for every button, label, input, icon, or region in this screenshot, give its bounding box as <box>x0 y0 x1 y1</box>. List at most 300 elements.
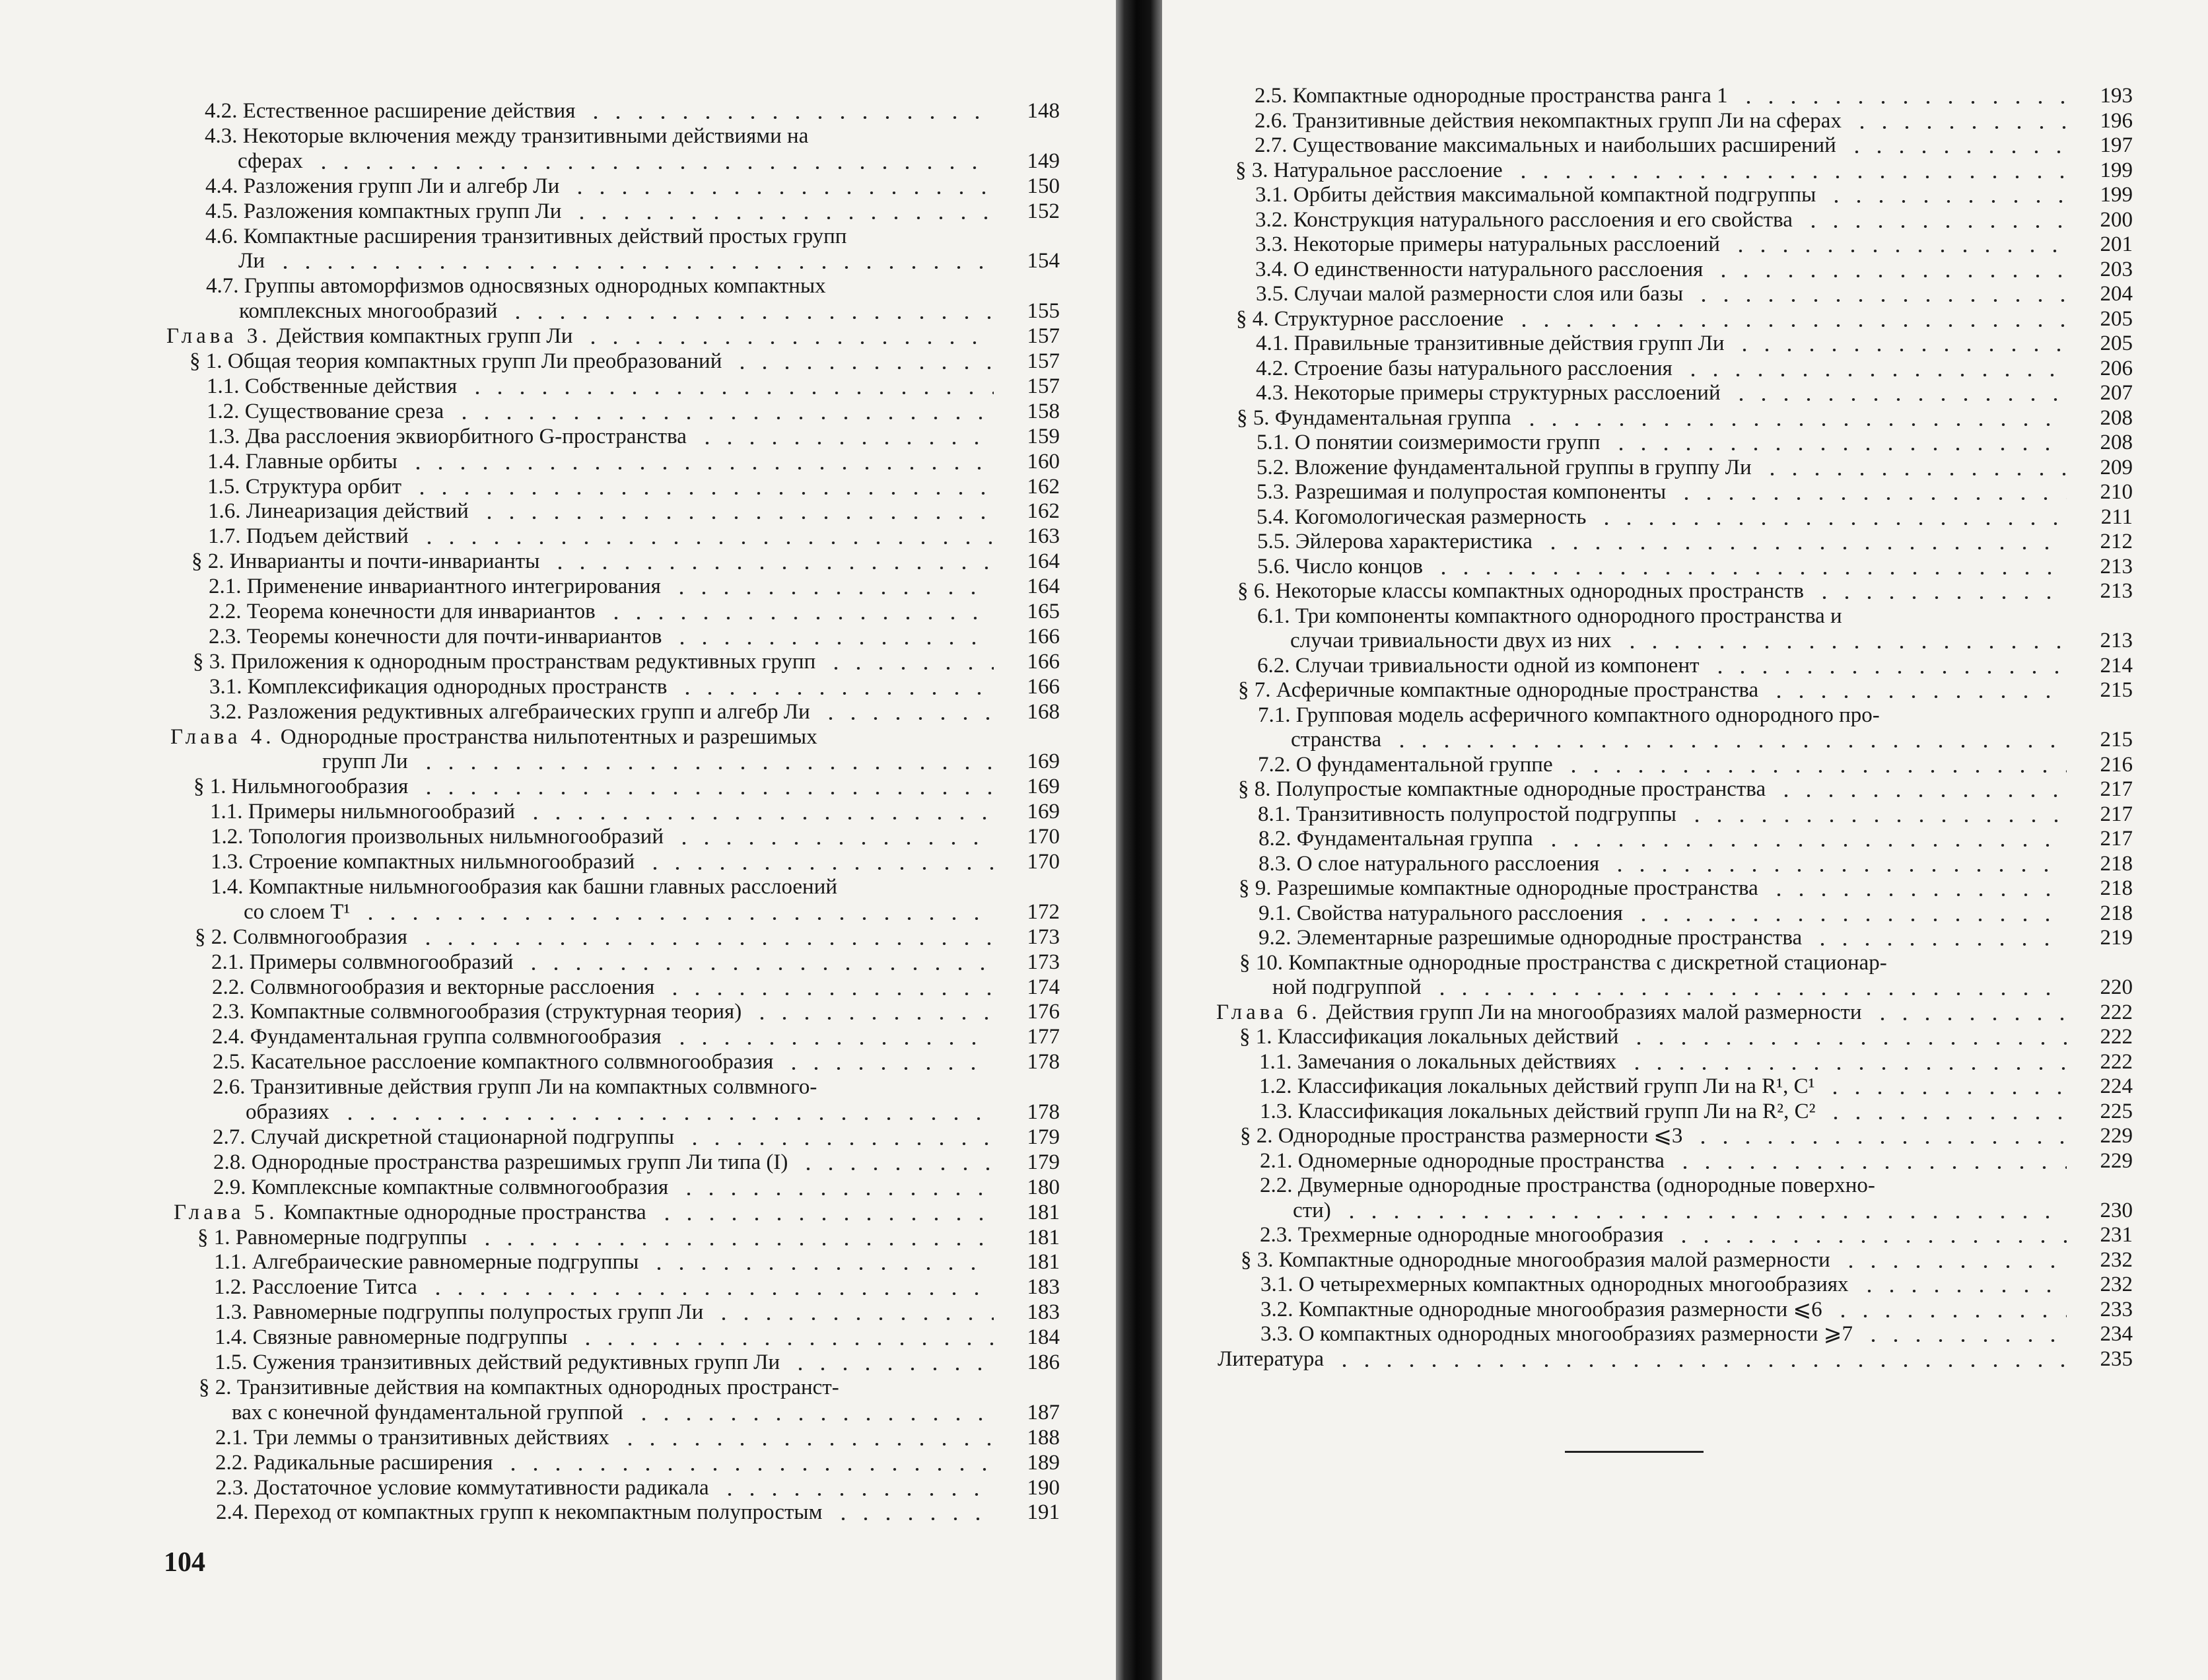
toc-entry-title: Некоторые включения между транзитивными действиями на <box>242 123 809 148</box>
toc-entry <box>197 1226 467 1250</box>
toc-entry-title: Компактные однородные пространства ранга 1 <box>1292 84 1728 108</box>
toc-entry-page: 157 <box>1027 324 1060 349</box>
toc-entry-number: 1.3. <box>1260 1099 1293 1123</box>
toc-entry <box>211 850 635 874</box>
toc-entry-number: 1.5. <box>215 1350 248 1374</box>
toc-entry-number: Глава 3. <box>166 324 271 349</box>
toc-entry-number: 1.1. <box>1259 1049 1292 1074</box>
toc-entry <box>205 225 846 249</box>
toc-entry-title: Некоторые примеры структурных расслоений <box>1294 381 1721 405</box>
toc-entry <box>212 1025 662 1049</box>
leader-dots <box>1340 1216 2067 1218</box>
leader-dots <box>417 942 994 945</box>
leader-dots <box>1768 893 2067 896</box>
leader-dots <box>1333 1364 2067 1367</box>
toc-entry-page: 199 <box>2100 183 2133 207</box>
toc-entry <box>216 1476 709 1500</box>
toc-entry-title: Комплексификация однородных пространств <box>247 674 668 699</box>
toc-entry <box>1260 1273 1849 1297</box>
toc-entry-number: 2.8. <box>213 1150 246 1174</box>
toc-entry-number: 2.1. <box>211 950 244 974</box>
toc-entry-number: 3.2. <box>1255 207 1288 232</box>
toc-entry-page: 152 <box>1027 199 1060 223</box>
leader-dots <box>789 1368 994 1370</box>
toc-entry-page: 232 <box>2100 1273 2133 1296</box>
leader-dots <box>633 1418 994 1420</box>
toc-entry-page: 164 <box>1027 549 1060 574</box>
toc-entry-page: 206 <box>2100 356 2133 380</box>
leader-dots <box>1595 522 2067 525</box>
toc-entry-title: Касательное расслоение компактного солвмногообразия <box>250 1050 774 1074</box>
toc-entry-title: Случаи тривиальности одной из компонент <box>1295 653 1700 678</box>
toc-entry-number: 4.1. <box>1256 332 1289 355</box>
toc-entry-title: Фундаментальная группа <box>1274 405 1511 430</box>
toc-entry <box>1238 678 1758 703</box>
toc-entry-title: Когомологическая размерность <box>1294 505 1587 529</box>
toc-entry <box>1260 1322 1853 1347</box>
toc-entry-page: 213 <box>2100 554 2133 578</box>
toc-entry <box>205 174 559 199</box>
toc-entry-number: 1.4. <box>207 449 240 473</box>
toc-entry <box>1257 555 1423 579</box>
toc-entry-title: Одномерные однородные пространства <box>1297 1148 1665 1173</box>
toc-entry-number: 2.2. <box>215 1450 248 1475</box>
toc-entry-title: О единственности натурального расслоения <box>1293 257 1704 281</box>
toc-entry-page: 162 <box>1027 499 1060 524</box>
toc-entry-page: 231 <box>2100 1223 2133 1247</box>
leader-dots <box>1862 1339 2067 1342</box>
toc-entry-title: О понятии соизмеримости групп <box>1294 431 1601 454</box>
toc-entry-title: Алгебраические равномерные подгруппы <box>252 1250 639 1275</box>
toc-entry-page: 165 <box>1027 600 1060 623</box>
toc-entry-page: 211 <box>2100 505 2133 529</box>
toc-entry-number: 2.4. <box>216 1500 249 1525</box>
toc-entry-page: 207 <box>2100 381 2133 405</box>
toc-entry-page: 217 <box>2100 827 2133 851</box>
toc-entry-page: 169 <box>1027 800 1060 824</box>
toc-entry-title: Фундаментальная группа солвмногообразия <box>250 1025 662 1049</box>
toc-entry-title: Замечания о локальных действиях <box>1297 1049 1617 1074</box>
toc-entry <box>195 925 407 950</box>
toc-entry <box>1260 1298 1822 1322</box>
toc-entry-page: 197 <box>2100 133 2133 157</box>
toc-entry-number: § 3. <box>1235 158 1268 182</box>
toc-entry <box>1218 1347 1324 1372</box>
toc-entry <box>212 1000 742 1024</box>
toc-entry-title: Эйлерова характеристика <box>1295 530 1533 553</box>
toc-entry <box>209 675 667 699</box>
leader-dots <box>819 717 994 720</box>
toc-entry-title: Однородные пространства размерности ⩽3 <box>1278 1124 1683 1148</box>
leader-dots <box>1824 1117 2067 1119</box>
toc-entry-page: 176 <box>1027 1000 1060 1024</box>
toc-entry-page: 150 <box>1027 174 1060 198</box>
toc-entry <box>213 1050 773 1074</box>
toc-entry-page: 166 <box>1027 649 1060 674</box>
toc-entry-continuation: образиях <box>246 1100 329 1124</box>
toc-entry <box>1257 530 1533 554</box>
toc-entry-page: 164 <box>1027 575 1060 599</box>
toc-entry-title: Теоремы конечности для почти-инвариантов <box>246 624 662 648</box>
toc-entry <box>1239 1025 1618 1049</box>
toc-entry-page: 208 <box>2100 405 2133 430</box>
toc-entry-title: Вложение фундаментальной группы в группу Ли <box>1294 455 1752 479</box>
leader-dots <box>696 442 994 444</box>
leader-dots <box>718 1493 994 1496</box>
toc-entry-title: Строение компактных нильмногообразий <box>248 850 635 874</box>
toc-entry <box>207 400 444 424</box>
toc-entry-number: 4.2. <box>205 99 238 123</box>
leader-dots <box>524 817 994 820</box>
leader-dots <box>274 266 994 269</box>
leader-dots <box>1682 374 2067 376</box>
toc-entry <box>211 875 837 899</box>
toc-entry-page: 205 <box>2100 306 2133 331</box>
leader-dots <box>1846 151 2067 153</box>
toc-entry-page: 203 <box>2100 257 2133 281</box>
toc-entry <box>215 1426 609 1450</box>
leader-dots <box>1391 745 2067 748</box>
leader-dots <box>1674 1166 2067 1169</box>
toc-entry-page: 178 <box>1027 1100 1060 1124</box>
toc-entry-number: 7.2. <box>1258 752 1291 777</box>
toc-entry-page: 178 <box>1027 1050 1060 1074</box>
toc-entry-page: 183 <box>1027 1300 1060 1325</box>
toc-entry <box>1259 827 1533 851</box>
toc-entry-page: 186 <box>1027 1350 1060 1374</box>
toc-entry-number: 2.6. <box>1255 108 1288 133</box>
leader-dots <box>1709 671 2067 674</box>
leader-dots <box>359 917 994 920</box>
toc-entry-title: Транзитивные действия групп Ли на компактных солвмного- <box>250 1075 817 1100</box>
toc-entry <box>1260 1223 1663 1247</box>
toc-entry-continuation: вах с конечной фундаментальной группой <box>232 1400 623 1424</box>
toc-entry <box>190 349 722 374</box>
toc-entry <box>170 725 817 750</box>
toc-entry-number: 3.3. <box>1260 1322 1294 1346</box>
toc-entry-page: 200 <box>2100 207 2133 232</box>
toc-entry <box>1237 579 1804 604</box>
toc-entry-page: 222 <box>2100 1025 2133 1049</box>
toc-entry <box>1257 654 1700 678</box>
leader-dots <box>522 967 994 970</box>
toc-entry-number: 2.6. <box>213 1075 246 1100</box>
toc-entry-page: 166 <box>1027 624 1060 648</box>
toc-entry <box>1257 505 1586 530</box>
toc-entry-title: Классификация локальных действий групп Ли на R¹, C¹ <box>1297 1074 1815 1098</box>
leader-dots <box>797 1168 994 1170</box>
toc-entry-title: Трехмерные однородные многообразия <box>1297 1223 1664 1247</box>
toc-entry-page: 229 <box>2100 1148 2133 1173</box>
toc-entry <box>214 1275 417 1300</box>
toc-entry-title: Компактные однородные многообразия малой размерности <box>1278 1247 1830 1272</box>
toc-entry-number: 8.2. <box>1259 827 1292 851</box>
toc-entry-page: 220 <box>2100 975 2133 999</box>
toc-entry <box>1239 876 1758 901</box>
leader-dots <box>411 492 994 495</box>
toc-entry-continuation: групп Ли <box>322 750 408 774</box>
toc-entry <box>208 499 469 524</box>
toc-entry <box>1259 926 1802 950</box>
toc-entry-title: Транзитивные действия на компактных однородных пространст- <box>236 1375 839 1399</box>
toc-entry-page: 210 <box>2100 480 2133 504</box>
toc-entry-number: 7.1. <box>1258 703 1291 727</box>
toc-entry-number: § 3. <box>193 649 226 674</box>
toc-entry-page: 159 <box>1027 424 1060 448</box>
toc-entry-title: Компактные однородные многообразия размерности ⩽6 <box>1298 1297 1822 1321</box>
leader-dots <box>825 667 994 670</box>
toc-entry-title: Компактные солвмногообразия (структурная теория) <box>250 1000 742 1024</box>
toc-entry-number: 4.3. <box>1256 381 1289 405</box>
toc-entry-title: Солвмногообразия <box>232 925 407 949</box>
leader-dots <box>1729 250 2067 252</box>
toc-entry <box>1255 133 1836 158</box>
toc-entry <box>215 1325 567 1350</box>
toc-right <box>1162 0 2208 1680</box>
toc-entry-page: 188 <box>1027 1425 1060 1450</box>
toc-entry-page: 229 <box>2100 1124 2133 1148</box>
leader-dots <box>712 1317 994 1320</box>
leader-dots <box>339 1117 994 1120</box>
leader-dots <box>570 217 994 219</box>
leader-dots <box>656 1218 994 1220</box>
toc-entry <box>1238 777 1766 802</box>
toc-entry-page: 217 <box>2100 802 2133 826</box>
toc-entry-number: 9.1. <box>1259 901 1292 925</box>
toc-entry-title: Транзитивные действия некомпактных групп Ли на сферах <box>1292 108 1842 133</box>
toc-entry-page: 235 <box>2100 1347 2133 1371</box>
toc-entry-number: § 2. <box>1240 1124 1273 1148</box>
toc-entry <box>207 374 457 399</box>
toc-entry <box>1259 1074 1814 1099</box>
leader-dots <box>312 166 994 169</box>
toc-entry-number: 6.2. <box>1257 653 1290 678</box>
toc-entry-page: 170 <box>1027 825 1060 849</box>
toc-entry-title: Некоторые классы компактных однородных пространств <box>1275 579 1804 603</box>
toc-entry-title: Разложения компактных групп Ли <box>243 199 562 223</box>
toc-entry-number: 1.6. <box>208 499 241 524</box>
toc-entry-number: 1.4. <box>211 874 244 899</box>
toc-entry-title: Разрешимые компактные однородные пространства <box>1276 876 1758 900</box>
toc-entry-number: 4.6. <box>205 224 238 248</box>
toc-entry-number: 9.2. <box>1259 926 1292 950</box>
toc-entry-number: 2.7. <box>1255 133 1288 157</box>
toc-entry-continuation: сферах <box>238 149 303 173</box>
toc-entry <box>211 825 664 849</box>
toc-entry-title: Компактные расширения транзитивных действий простых групп <box>243 224 847 248</box>
toc-entry <box>214 1250 638 1275</box>
toc-entry <box>1255 183 1816 207</box>
toc-entry-title: Классификация локальных действий групп Ли на R², C² <box>1297 1099 1816 1123</box>
toc-entry-number: § 10. <box>1239 950 1283 975</box>
toc-entry-number: 2.7. <box>213 1125 246 1149</box>
toc-entry-number: § 6. <box>1237 579 1270 603</box>
toc-entry-page: 230 <box>2100 1198 2133 1222</box>
toc-entry-title: Некоторые примеры натуральных расслоений <box>1293 232 1720 256</box>
toc-entry-title: Орбиты действия максимальной компактной подгруппы <box>1293 183 1816 207</box>
toc-entry-page: 218 <box>2100 851 2133 876</box>
toc-entry-page: 225 <box>2100 1099 2133 1123</box>
toc-entry-number: 5.5. <box>1257 530 1290 553</box>
toc-entry-number: 1.3. <box>211 850 244 874</box>
toc-entry-number: § 2. <box>195 925 228 949</box>
leader-dots <box>417 792 994 794</box>
toc-entry-number: 3.4. <box>1255 257 1288 281</box>
toc-entry-number: 5.4. <box>1257 505 1290 529</box>
toc-entry-number: 3.3. <box>1255 232 1288 256</box>
toc-entry-title: Случаи малой размерности слоя или базы <box>1294 282 1684 306</box>
toc-entry-number: 2.9. <box>213 1175 246 1199</box>
toc-entry <box>1239 951 1887 975</box>
leader-dots <box>549 567 994 569</box>
toc-entry <box>193 650 815 674</box>
leader-dots <box>1832 1315 2067 1317</box>
toc-entry-page: 217 <box>2100 777 2133 801</box>
toc-entry <box>213 1075 817 1100</box>
toc-entry <box>213 1125 674 1150</box>
toc-entry-title: Конструкция натурального расслоения и его свойства <box>1293 207 1793 232</box>
toc-entry-number: § 7. <box>1238 678 1271 702</box>
leader-dots <box>502 1468 994 1471</box>
toc-entry-page: 169 <box>1027 775 1060 799</box>
toc-entry-page: 214 <box>2100 653 2133 678</box>
toc-entry-page: 181 <box>1027 1200 1060 1224</box>
toc-entry-number: 2.3. <box>216 1475 249 1500</box>
toc-entry <box>1255 109 1842 133</box>
leader-dots <box>751 1017 994 1020</box>
toc-entry-page: 168 <box>1027 699 1060 724</box>
right-page <box>1162 0 2208 1680</box>
leader-dots <box>1621 646 2067 648</box>
leader-dots <box>1712 275 2067 277</box>
toc-entry-number: 1.3. <box>215 1300 248 1325</box>
toc-entry-title: Однородные пространства нильпотентных и разрешимых <box>280 724 817 749</box>
toc-entry-title: Общая теория компактных групп Ли преобразований <box>227 349 722 373</box>
toc-entry <box>207 450 397 474</box>
toc-entry-title: Действия компактных групп Ли <box>276 324 573 349</box>
toc-entry-page: 155 <box>1027 299 1060 324</box>
leader-dots <box>1824 1092 2067 1094</box>
toc-entry-page: 181 <box>1027 1250 1060 1275</box>
leader-dots <box>417 767 994 769</box>
toc-entry-number: 2.2. <box>1260 1173 1293 1197</box>
leader-dots <box>1733 349 2067 351</box>
toc-entry-title: Солвмногообразия и векторные расслоения <box>250 975 655 999</box>
toc-entry-page: 222 <box>2100 1000 2133 1024</box>
toc-entry-page: 196 <box>2100 108 2133 133</box>
leader-dots <box>683 1142 994 1145</box>
toc-entry-page: 158 <box>1027 399 1060 423</box>
toc-entry-page: 157 <box>1027 374 1060 398</box>
toc-entry-number: 1.2. <box>211 825 244 849</box>
toc-entry <box>1257 456 1752 480</box>
leader-dots <box>1692 299 2067 302</box>
leader-dots <box>476 1243 994 1245</box>
toc-entry <box>216 1500 823 1525</box>
toc-entry-page: 172 <box>1027 899 1060 924</box>
toc-entry <box>1255 208 1793 232</box>
leader-dots <box>644 867 994 870</box>
toc-entry-title: О слое натурального расслоения <box>1296 851 1600 876</box>
leader-dots <box>670 592 994 594</box>
toc-entry-title: Приложения к однородным пространствам редуктивных групп <box>230 649 816 674</box>
toc-entry-number: 2.5. <box>213 1050 246 1074</box>
toc-entry <box>1260 1173 1875 1198</box>
toc-entry-page: 208 <box>2100 431 2133 454</box>
toc-entry-title: Сужения транзитивных действий редуктивных групп Ли <box>252 1350 780 1374</box>
toc-entry-title: Нильмногообразия <box>231 775 409 799</box>
toc-entry-continuation: случаи тривиальности двух из них <box>1290 629 1612 652</box>
toc-entry-number: 1.1. <box>210 800 243 824</box>
leader-dots <box>1628 1042 2067 1045</box>
toc-entry-page: 179 <box>1027 1150 1060 1174</box>
toc-entry-page: 218 <box>2100 901 2133 925</box>
toc-entry-number: 4.2. <box>1256 356 1289 380</box>
leader-dots <box>673 842 994 845</box>
toc-entry-page: 169 <box>1027 750 1060 774</box>
toc-entry-number: 2.5. <box>1255 84 1288 108</box>
toc-entry-title: Транзитивность полупростой подгруппы <box>1295 802 1676 826</box>
toc-entry-page: 166 <box>1027 674 1060 699</box>
toc-entry-title: Число концов <box>1295 554 1423 578</box>
leader-dots <box>1692 1141 2067 1144</box>
leader-dots <box>1675 497 2067 500</box>
toc-entry-number: 4.4. <box>205 174 238 198</box>
toc-entry <box>205 199 561 224</box>
leader-dots <box>1802 225 2067 228</box>
toc-entry-title: Три компоненты компактного однородного пространства и <box>1295 604 1842 628</box>
toc-entry-number: 5.6. <box>1257 554 1290 578</box>
toc-entry-title: Разрешимая и полупростая компоненты <box>1294 480 1667 504</box>
toc-entry-number: § 1. <box>1239 1025 1272 1049</box>
toc-entry-title: Элементарные разрешимые однородные пространства <box>1296 926 1803 950</box>
toc-entry <box>209 600 596 624</box>
toc-entry-page: 183 <box>1027 1275 1060 1300</box>
book-spine <box>1116 0 1162 1680</box>
toc-entry <box>1258 753 1553 777</box>
toc-entry-title: Связные равномерные подгруппы <box>252 1325 568 1350</box>
toc-entry-title: О фундаментальной группе <box>1295 752 1553 777</box>
toc-entry <box>205 124 808 149</box>
leader-dots <box>1542 547 2067 549</box>
toc-entry-page: 209 <box>2100 455 2133 479</box>
toc-entry <box>1257 604 1842 629</box>
toc-entry-page: 177 <box>1027 1025 1060 1049</box>
leader-dots <box>418 542 994 544</box>
leader-dots <box>1432 572 2067 575</box>
toc-entry <box>1255 258 1703 282</box>
toc-entry-number: § 1. <box>197 1225 230 1249</box>
toc-entry-number: § 2. <box>191 549 224 574</box>
leader-dots <box>506 316 994 319</box>
toc-entry-page: 191 <box>1027 1500 1060 1525</box>
leader-dots <box>605 617 994 619</box>
toc-entry-number: Глава 5. <box>174 1200 279 1224</box>
toc-entry-number: 2.2. <box>209 600 242 623</box>
leader-dots <box>1840 1265 2067 1268</box>
toc-entry-page: 212 <box>2100 530 2133 553</box>
page-number: 104 <box>164 1547 205 1578</box>
toc-entry-page: 213 <box>2100 629 2133 652</box>
toc-entry <box>1257 480 1666 505</box>
toc-entry-title: Теорема конечности для инвариантов <box>246 600 596 623</box>
toc-entry-number: 6.1. <box>1257 604 1290 628</box>
leader-dots <box>1632 919 2067 921</box>
toc-entry <box>207 425 687 449</box>
leader-dots <box>1871 1018 2067 1020</box>
toc-entry-title: Однородные пространства разрешимых групп Ли типа (I) <box>251 1150 788 1174</box>
toc-entry <box>1259 1050 1616 1074</box>
